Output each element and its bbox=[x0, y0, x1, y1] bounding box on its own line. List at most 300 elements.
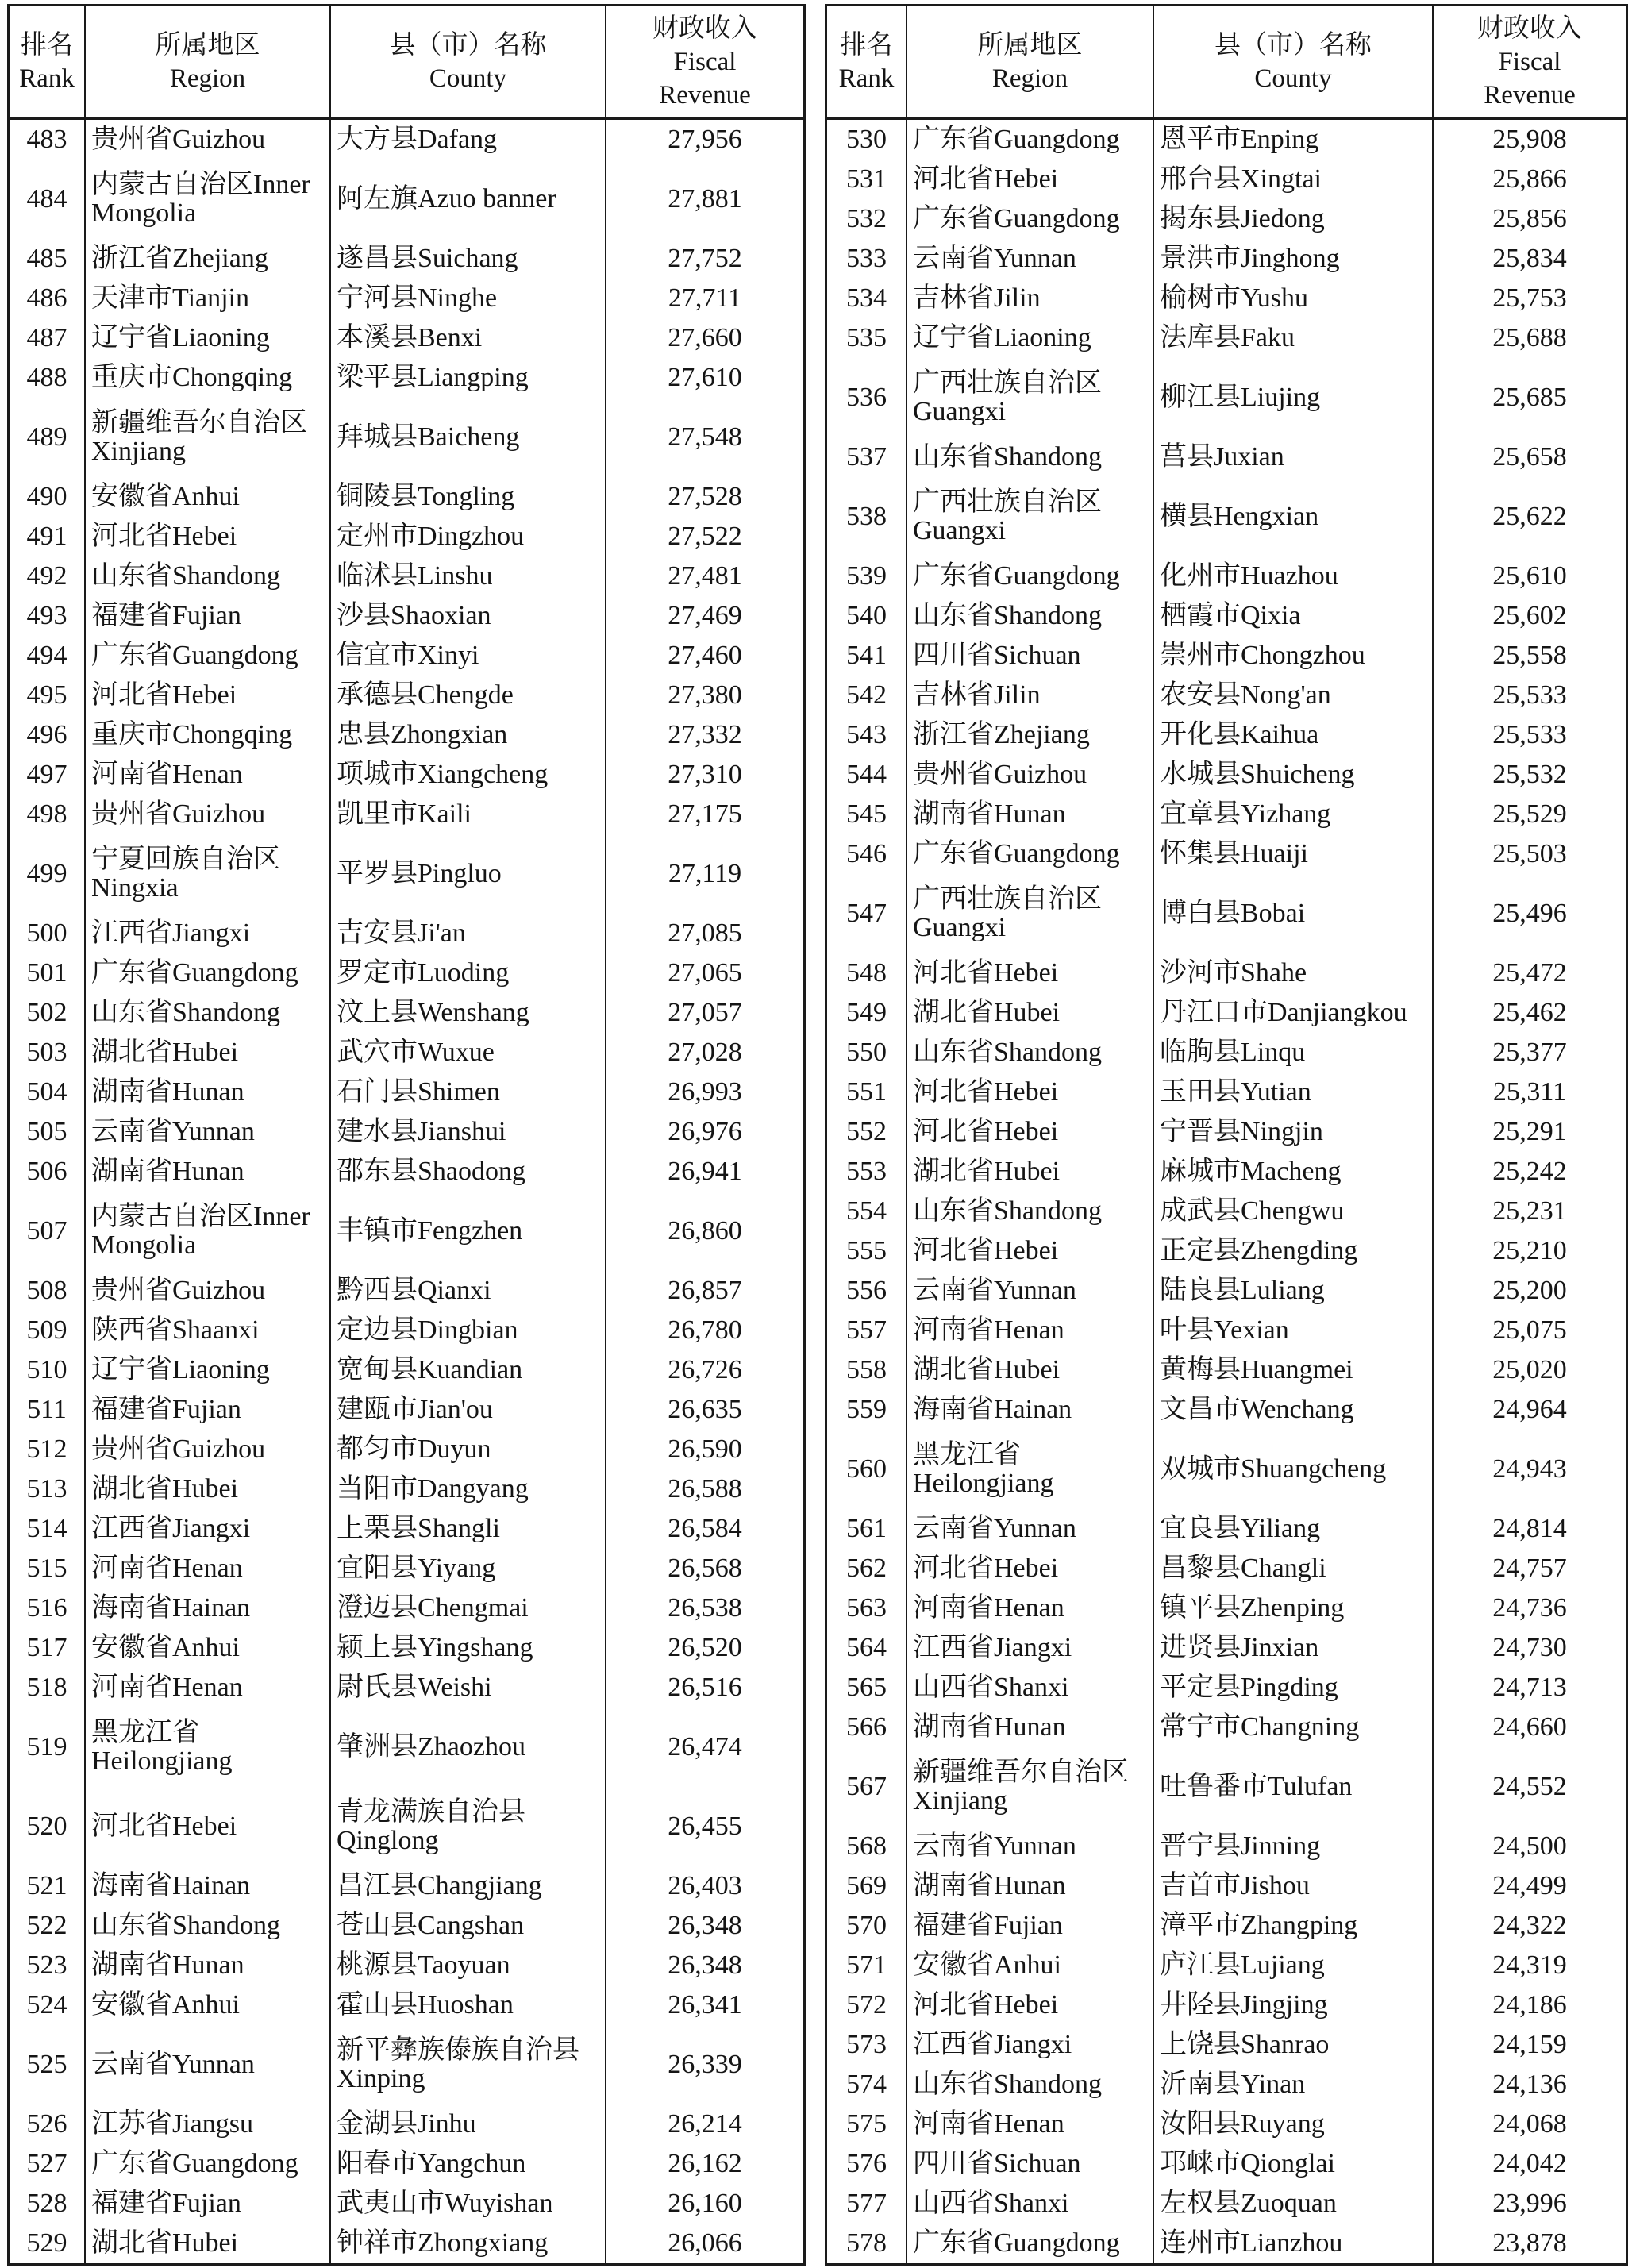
region-cell: 海南省Hainan bbox=[907, 1390, 1154, 1430]
rank-cell: 525 bbox=[10, 2025, 86, 2104]
table-row bbox=[827, 1708, 1626, 1747]
revenue-cell: 25,533 bbox=[1492, 680, 1567, 710]
revenue-cell: 27,332 bbox=[668, 720, 742, 749]
header-region: 所属地区 Region bbox=[907, 6, 1154, 117]
region-cell: 浙江省Zhejiang bbox=[907, 715, 1154, 755]
table-row bbox=[10, 517, 803, 556]
revenue-cell: 27,660 bbox=[668, 323, 742, 352]
county-cell: 邵东县Shaodong bbox=[331, 1152, 606, 1192]
revenue-cell: 27,175 bbox=[668, 799, 742, 829]
table-row bbox=[827, 755, 1626, 795]
county-cell: 平罗县Pingluo bbox=[331, 834, 606, 914]
region-cell: 河北省Hebei bbox=[907, 1072, 1154, 1112]
county-cell: 项城市Xiangcheng bbox=[331, 755, 606, 795]
table-row bbox=[827, 1390, 1626, 1430]
header-fiscal-revenue: 财政收入 Fiscal Revenue bbox=[652, 14, 757, 110]
county-cell: 陆良县Luliang bbox=[1154, 1271, 1434, 1311]
region-cell: 安徽省Anhui bbox=[907, 1946, 1154, 1985]
region-cell: 山东省Shandong bbox=[907, 1192, 1154, 1231]
rank-cell: 539 bbox=[827, 556, 907, 596]
rank-cell: 544 bbox=[827, 755, 907, 795]
county-cell: 临朐县Linqu bbox=[1154, 1033, 1434, 1072]
revenue-cell: 25,231 bbox=[1492, 1196, 1567, 1226]
region-cell: 湖北省Hubei bbox=[907, 1152, 1154, 1192]
region-cell: 重庆市Chongqing bbox=[86, 358, 331, 398]
revenue-cell: 26,348 bbox=[668, 1911, 742, 1940]
rank-cell: 503 bbox=[10, 1033, 86, 1072]
revenue-cell: 26,857 bbox=[668, 1276, 742, 1305]
revenue-cell: 26,590 bbox=[668, 1434, 742, 1464]
rank-cell: 562 bbox=[827, 1549, 907, 1588]
region-cell: 广东省Guangdong bbox=[86, 953, 331, 993]
table-row bbox=[827, 1549, 1626, 1588]
revenue-cell: 27,752 bbox=[668, 244, 742, 273]
county-cell: 定州市Dingzhou bbox=[331, 517, 606, 556]
rank-cell: 487 bbox=[10, 318, 86, 358]
county-cell: 晋宁县Jinning bbox=[1154, 1827, 1434, 1866]
region-cell: 云南省Yunnan bbox=[907, 239, 1154, 279]
table-row bbox=[827, 1628, 1626, 1668]
region-cell: 内蒙古自治区Inner Mongolia bbox=[86, 1192, 331, 1271]
revenue-cell: 25,753 bbox=[1492, 283, 1567, 313]
table-row bbox=[827, 2184, 1626, 2224]
rank-cell: 492 bbox=[10, 556, 86, 596]
revenue-cell: 25,834 bbox=[1492, 244, 1567, 273]
revenue-cell: 27,310 bbox=[668, 760, 742, 789]
county-cell: 井陉县Jingjing bbox=[1154, 1985, 1434, 2025]
county-cell: 建水县Jianshui bbox=[331, 1112, 606, 1152]
revenue-cell: 25,529 bbox=[1492, 799, 1567, 829]
rank-cell: 559 bbox=[827, 1390, 907, 1430]
table-row bbox=[10, 1509, 803, 1549]
region-cell: 湖南省Hunan bbox=[907, 1708, 1154, 1747]
table-row bbox=[827, 239, 1626, 279]
region-cell: 河北省Hebei bbox=[86, 1787, 331, 1866]
table-row bbox=[10, 398, 803, 477]
revenue-cell: 27,956 bbox=[668, 125, 742, 154]
county-cell: 建瓯市Jian'ou bbox=[331, 1390, 606, 1430]
rank-cell: 522 bbox=[10, 1906, 86, 1946]
county-cell: 桃源县Taoyuan bbox=[331, 1946, 606, 1985]
header-rank: 排名 Rank bbox=[827, 6, 907, 117]
region-cell: 广东省Guangdong bbox=[907, 120, 1154, 160]
county-cell: 邛崃市Qionglai bbox=[1154, 2144, 1434, 2184]
table-body-right bbox=[827, 120, 1626, 2263]
revenue-cell: 24,660 bbox=[1492, 1712, 1567, 1742]
revenue-cell: 24,136 bbox=[1492, 2070, 1567, 2099]
county-cell: 大方县Dafang bbox=[331, 120, 606, 160]
table-row bbox=[827, 1072, 1626, 1112]
county-cell: 拜城县Baicheng bbox=[331, 398, 606, 477]
table-row bbox=[10, 1588, 803, 1628]
county-cell: 昌黎县Changli bbox=[1154, 1549, 1434, 1588]
county-cell: 钟祥市Zhongxiang bbox=[331, 2224, 606, 2263]
region-cell: 江苏省Jiangsu bbox=[86, 2104, 331, 2144]
table-row bbox=[827, 795, 1626, 834]
revenue-cell: 25,866 bbox=[1492, 164, 1567, 194]
county-cell: 景洪市Jinghong bbox=[1154, 239, 1434, 279]
rank-cell: 512 bbox=[10, 1430, 86, 1469]
rank-cell: 565 bbox=[827, 1668, 907, 1708]
revenue-cell: 24,159 bbox=[1492, 2030, 1567, 2059]
table-row bbox=[10, 1192, 803, 1271]
rank-cell: 513 bbox=[10, 1469, 86, 1509]
table-row bbox=[10, 953, 803, 993]
table-row bbox=[827, 2025, 1626, 2065]
county-cell: 遂昌县Suichang bbox=[331, 239, 606, 279]
table-row bbox=[10, 239, 803, 279]
county-cell: 汝阳县Ruyang bbox=[1154, 2104, 1434, 2144]
table-row bbox=[10, 2224, 803, 2263]
county-cell: 丹江口市Danjiangkou bbox=[1154, 993, 1434, 1033]
revenue-cell: 27,065 bbox=[668, 958, 742, 988]
rank-cell: 578 bbox=[827, 2224, 907, 2263]
county-cell: 澄迈县Chengmai bbox=[331, 1588, 606, 1628]
region-cell: 河南省Henan bbox=[907, 1311, 1154, 1350]
county-cell: 进贤县Jinxian bbox=[1154, 1628, 1434, 1668]
table-row bbox=[10, 358, 803, 398]
revenue-cell: 27,119 bbox=[668, 859, 742, 888]
revenue-cell: 26,455 bbox=[668, 1812, 742, 1841]
rank-cell: 572 bbox=[827, 1985, 907, 2025]
revenue-cell: 27,028 bbox=[668, 1038, 742, 1067]
county-cell: 玉田县Yutian bbox=[1154, 1072, 1434, 1112]
rank-cell: 538 bbox=[827, 477, 907, 556]
rank-cell: 490 bbox=[10, 477, 86, 517]
rank-cell: 529 bbox=[10, 2224, 86, 2263]
table-row bbox=[827, 834, 1626, 874]
region-cell: 吉林省Jilin bbox=[907, 279, 1154, 318]
table-row bbox=[10, 1152, 803, 1192]
revenue-cell: 25,311 bbox=[1492, 1077, 1567, 1107]
table-row bbox=[10, 2144, 803, 2184]
county-cell: 常宁市Changning bbox=[1154, 1708, 1434, 1747]
region-cell: 海南省Hainan bbox=[86, 1588, 331, 1628]
revenue-cell: 27,380 bbox=[668, 680, 742, 710]
table-row bbox=[10, 1390, 803, 1430]
region-cell: 福建省Fujian bbox=[86, 2184, 331, 2224]
revenue-cell: 27,522 bbox=[668, 522, 742, 551]
rank-cell: 531 bbox=[827, 160, 907, 199]
county-cell: 正定县Zhengding bbox=[1154, 1231, 1434, 1271]
revenue-cell: 25,291 bbox=[1492, 1117, 1567, 1146]
table-row bbox=[10, 477, 803, 517]
county-cell: 宜良县Yiliang bbox=[1154, 1509, 1434, 1549]
county-cell: 成武县Chengwu bbox=[1154, 1192, 1434, 1231]
revenue-cell: 24,186 bbox=[1492, 1990, 1567, 2020]
header-region: 所属地区 Region bbox=[86, 6, 331, 117]
county-cell: 法库县Faku bbox=[1154, 318, 1434, 358]
revenue-cell: 25,532 bbox=[1492, 760, 1567, 789]
revenue-cell: 25,210 bbox=[1492, 1236, 1567, 1265]
rank-cell: 518 bbox=[10, 1668, 86, 1708]
rank-cell: 504 bbox=[10, 1072, 86, 1112]
county-cell: 金湖县Jinhu bbox=[331, 2104, 606, 2144]
region-cell: 山东省Shandong bbox=[907, 1033, 1154, 1072]
rank-cell: 542 bbox=[827, 676, 907, 715]
region-cell: 河南省Henan bbox=[907, 2104, 1154, 2144]
revenue-cell: 27,610 bbox=[668, 363, 742, 392]
table-row bbox=[10, 1271, 803, 1311]
county-cell: 沙县Shaoxian bbox=[331, 596, 606, 636]
rank-cell: 502 bbox=[10, 993, 86, 1033]
rank-cell: 547 bbox=[827, 874, 907, 953]
table-row bbox=[827, 1985, 1626, 2025]
county-cell: 栖霞市Qixia bbox=[1154, 596, 1434, 636]
revenue-cell: 26,584 bbox=[668, 1514, 742, 1543]
county-cell: 黄梅县Huangmei bbox=[1154, 1350, 1434, 1390]
rank-cell: 563 bbox=[827, 1588, 907, 1628]
county-cell: 开化县Kaihua bbox=[1154, 715, 1434, 755]
table-row bbox=[10, 914, 803, 953]
county-cell: 汶上县Wenshang bbox=[331, 993, 606, 1033]
region-cell: 新疆维吾尔自治区 Xinjiang bbox=[907, 1747, 1154, 1827]
table-row bbox=[827, 676, 1626, 715]
region-cell: 江西省Jiangxi bbox=[907, 1628, 1154, 1668]
table-row bbox=[10, 279, 803, 318]
county-cell: 莒县Juxian bbox=[1154, 437, 1434, 477]
county-cell: 连州市Lianzhou bbox=[1154, 2224, 1434, 2263]
revenue-cell: 25,496 bbox=[1492, 899, 1567, 928]
region-cell: 广西壮族自治区 Guangxi bbox=[907, 477, 1154, 556]
region-cell: 福建省Fujian bbox=[86, 1390, 331, 1430]
header-county: 县（市）名称 County bbox=[331, 6, 606, 117]
rank-cell: 558 bbox=[827, 1350, 907, 1390]
county-cell: 榆树市Yushu bbox=[1154, 279, 1434, 318]
table-row bbox=[10, 2184, 803, 2224]
rank-cell: 498 bbox=[10, 795, 86, 834]
region-cell: 辽宁省Liaoning bbox=[907, 318, 1154, 358]
revenue-cell: 25,472 bbox=[1492, 958, 1567, 988]
revenue-cell: 26,726 bbox=[668, 1355, 742, 1384]
region-cell: 河北省Hebei bbox=[907, 160, 1154, 199]
rank-cell: 546 bbox=[827, 834, 907, 874]
region-cell: 云南省Yunnan bbox=[86, 1112, 331, 1152]
county-cell: 揭东县Jiedong bbox=[1154, 199, 1434, 239]
revenue-cell: 25,020 bbox=[1492, 1355, 1567, 1384]
revenue-cell: 23,996 bbox=[1492, 2189, 1567, 2218]
table-row bbox=[827, 1033, 1626, 1072]
table-row bbox=[827, 358, 1626, 437]
rank-cell: 566 bbox=[827, 1708, 907, 1747]
table-row bbox=[827, 2144, 1626, 2184]
rank-cell: 570 bbox=[827, 1906, 907, 1946]
revenue-cell: 26,780 bbox=[668, 1315, 742, 1345]
county-cell: 当阳市Dangyang bbox=[331, 1469, 606, 1509]
rank-cell: 530 bbox=[827, 120, 907, 160]
region-cell: 安徽省Anhui bbox=[86, 1628, 331, 1668]
table-row bbox=[827, 1430, 1626, 1509]
rank-cell: 501 bbox=[10, 953, 86, 993]
revenue-cell: 27,481 bbox=[668, 561, 742, 591]
table-row bbox=[827, 1946, 1626, 1985]
region-cell: 云南省Yunnan bbox=[86, 2025, 331, 2104]
rank-cell: 495 bbox=[10, 676, 86, 715]
rank-cell: 516 bbox=[10, 1588, 86, 1628]
revenue-cell: 27,881 bbox=[668, 184, 742, 214]
table-row bbox=[10, 1112, 803, 1152]
rank-cell: 527 bbox=[10, 2144, 86, 2184]
region-cell: 山东省Shandong bbox=[86, 556, 331, 596]
revenue-cell: 26,588 bbox=[668, 1474, 742, 1504]
table-row bbox=[827, 318, 1626, 358]
table-row bbox=[827, 1509, 1626, 1549]
region-cell: 安徽省Anhui bbox=[86, 477, 331, 517]
rank-cell: 517 bbox=[10, 1628, 86, 1668]
region-cell: 福建省Fujian bbox=[907, 1906, 1154, 1946]
region-cell: 河北省Hebei bbox=[907, 1549, 1154, 1588]
rank-cell: 486 bbox=[10, 279, 86, 318]
county-cell: 宜阳县Yiyang bbox=[331, 1549, 606, 1588]
county-cell: 文昌市Wenchang bbox=[1154, 1390, 1434, 1430]
county-cell: 农安县Nong'an bbox=[1154, 676, 1434, 715]
table-row bbox=[10, 1430, 803, 1469]
county-cell: 阿左旗Azuo banner bbox=[331, 160, 606, 239]
county-cell: 凯里市Kaili bbox=[331, 795, 606, 834]
ranking-table-right bbox=[825, 4, 1628, 2266]
revenue-cell: 26,162 bbox=[668, 2149, 742, 2178]
revenue-cell: 24,042 bbox=[1492, 2149, 1567, 2178]
revenue-cell: 24,757 bbox=[1492, 1554, 1567, 1583]
table-body-left bbox=[10, 120, 803, 2263]
table-row bbox=[10, 318, 803, 358]
revenue-cell: 25,462 bbox=[1492, 998, 1567, 1027]
revenue-cell: 26,214 bbox=[668, 2109, 742, 2139]
region-cell: 贵州省Guizhou bbox=[86, 1271, 331, 1311]
table-row bbox=[827, 993, 1626, 1033]
county-cell: 苍山县Cangshan bbox=[331, 1906, 606, 1946]
rank-cell: 523 bbox=[10, 1946, 86, 1985]
revenue-cell: 25,908 bbox=[1492, 125, 1567, 154]
rank-cell: 540 bbox=[827, 596, 907, 636]
rank-cell: 514 bbox=[10, 1509, 86, 1549]
revenue-cell: 24,943 bbox=[1492, 1454, 1567, 1484]
region-cell: 湖南省Hunan bbox=[907, 1866, 1154, 1906]
county-cell: 平定县Pingding bbox=[1154, 1668, 1434, 1708]
county-cell: 上栗县Shangli bbox=[331, 1509, 606, 1549]
rank-cell: 543 bbox=[827, 715, 907, 755]
rank-cell: 576 bbox=[827, 2144, 907, 2184]
county-cell: 叶县Yexian bbox=[1154, 1311, 1434, 1350]
region-cell: 山东省Shandong bbox=[907, 596, 1154, 636]
region-cell: 广东省Guangdong bbox=[907, 199, 1154, 239]
region-cell: 贵州省Guizhou bbox=[907, 755, 1154, 795]
county-cell: 罗定市Luoding bbox=[331, 953, 606, 993]
rank-cell: 532 bbox=[827, 199, 907, 239]
county-cell: 宽甸县Kuandian bbox=[331, 1350, 606, 1390]
revenue-cell: 25,688 bbox=[1492, 323, 1567, 352]
rank-cell: 571 bbox=[827, 1946, 907, 1985]
revenue-cell: 24,713 bbox=[1492, 1673, 1567, 1702]
region-cell: 河南省Henan bbox=[86, 1549, 331, 1588]
rank-cell: 568 bbox=[827, 1827, 907, 1866]
revenue-cell: 26,635 bbox=[668, 1395, 742, 1424]
region-cell: 重庆市Chongqing bbox=[86, 715, 331, 755]
revenue-cell: 24,814 bbox=[1492, 1514, 1567, 1543]
county-cell: 沙河市Shahe bbox=[1154, 953, 1434, 993]
county-cell: 邢台县Xingtai bbox=[1154, 160, 1434, 199]
ranking-table-left bbox=[7, 4, 806, 2266]
rank-cell: 488 bbox=[10, 358, 86, 398]
rank-cell: 515 bbox=[10, 1549, 86, 1588]
region-cell: 湖北省Hubei bbox=[86, 2224, 331, 2263]
region-cell: 海南省Hainan bbox=[86, 1866, 331, 1906]
county-cell: 定边县Dingbian bbox=[331, 1311, 606, 1350]
rank-cell: 554 bbox=[827, 1192, 907, 1231]
region-cell: 四川省Sichuan bbox=[907, 636, 1154, 676]
region-cell: 江西省Jiangxi bbox=[86, 914, 331, 953]
revenue-cell: 26,403 bbox=[668, 1871, 742, 1900]
rank-cell: 560 bbox=[827, 1430, 907, 1509]
region-cell: 广东省Guangdong bbox=[907, 2224, 1154, 2263]
revenue-cell: 26,348 bbox=[668, 1950, 742, 1980]
region-cell: 安徽省Anhui bbox=[86, 1985, 331, 2025]
county-cell: 石门县Shimen bbox=[331, 1072, 606, 1112]
rank-cell: 494 bbox=[10, 636, 86, 676]
county-cell: 怀集县Huaiji bbox=[1154, 834, 1434, 874]
revenue-cell: 25,200 bbox=[1492, 1276, 1567, 1305]
rank-cell: 508 bbox=[10, 1271, 86, 1311]
rank-cell: 569 bbox=[827, 1866, 907, 1906]
rank-cell: 484 bbox=[10, 160, 86, 239]
region-cell: 河北省Hebei bbox=[86, 517, 331, 556]
table-row bbox=[827, 1866, 1626, 1906]
rank-cell: 550 bbox=[827, 1033, 907, 1072]
table-row bbox=[10, 1708, 803, 1787]
rank-cell: 552 bbox=[827, 1112, 907, 1152]
region-cell: 湖南省Hunan bbox=[86, 1946, 331, 1985]
rank-cell: 506 bbox=[10, 1152, 86, 1192]
rank-cell: 524 bbox=[10, 1985, 86, 2025]
table-row bbox=[827, 1668, 1626, 1708]
revenue-cell: 26,066 bbox=[668, 2228, 742, 2258]
revenue-cell: 27,548 bbox=[668, 422, 742, 452]
county-cell: 忠县Zhongxian bbox=[331, 715, 606, 755]
rank-cell: 493 bbox=[10, 596, 86, 636]
table-row bbox=[10, 160, 803, 239]
county-cell: 吉安县Ji'an bbox=[331, 914, 606, 953]
region-cell: 辽宁省Liaoning bbox=[86, 318, 331, 358]
region-cell: 湖南省Hunan bbox=[86, 1152, 331, 1192]
region-cell: 山东省Shandong bbox=[907, 437, 1154, 477]
header-rank: 排名 Rank bbox=[10, 6, 86, 117]
rank-cell: 536 bbox=[827, 358, 907, 437]
region-cell: 云南省Yunnan bbox=[907, 1271, 1154, 1311]
table-row bbox=[827, 1827, 1626, 1866]
table-row bbox=[827, 199, 1626, 239]
region-cell: 广东省Guangdong bbox=[86, 636, 331, 676]
county-cell: 上饶县Shanrao bbox=[1154, 2025, 1434, 2065]
county-cell: 化州市Huazhou bbox=[1154, 556, 1434, 596]
county-cell: 肇洲县Zhaozhou bbox=[331, 1708, 606, 1787]
revenue-cell: 26,941 bbox=[668, 1157, 742, 1186]
rank-cell: 520 bbox=[10, 1787, 86, 1866]
rank-cell: 551 bbox=[827, 1072, 907, 1112]
region-cell: 新疆维吾尔自治区 Xinjiang bbox=[86, 398, 331, 477]
revenue-cell: 25,602 bbox=[1492, 601, 1567, 630]
revenue-cell: 25,658 bbox=[1492, 442, 1567, 472]
region-cell: 河南省Henan bbox=[86, 755, 331, 795]
region-cell: 广西壮族自治区 Guangxi bbox=[907, 358, 1154, 437]
table-row bbox=[827, 556, 1626, 596]
county-cell: 黔西县Qianxi bbox=[331, 1271, 606, 1311]
region-cell: 广东省Guangdong bbox=[907, 556, 1154, 596]
rank-cell: 534 bbox=[827, 279, 907, 318]
revenue-cell: 24,068 bbox=[1492, 2109, 1567, 2139]
table-row bbox=[827, 715, 1626, 755]
header-county: 县（市）名称 County bbox=[1154, 6, 1434, 117]
region-cell: 湖北省Hubei bbox=[86, 1469, 331, 1509]
